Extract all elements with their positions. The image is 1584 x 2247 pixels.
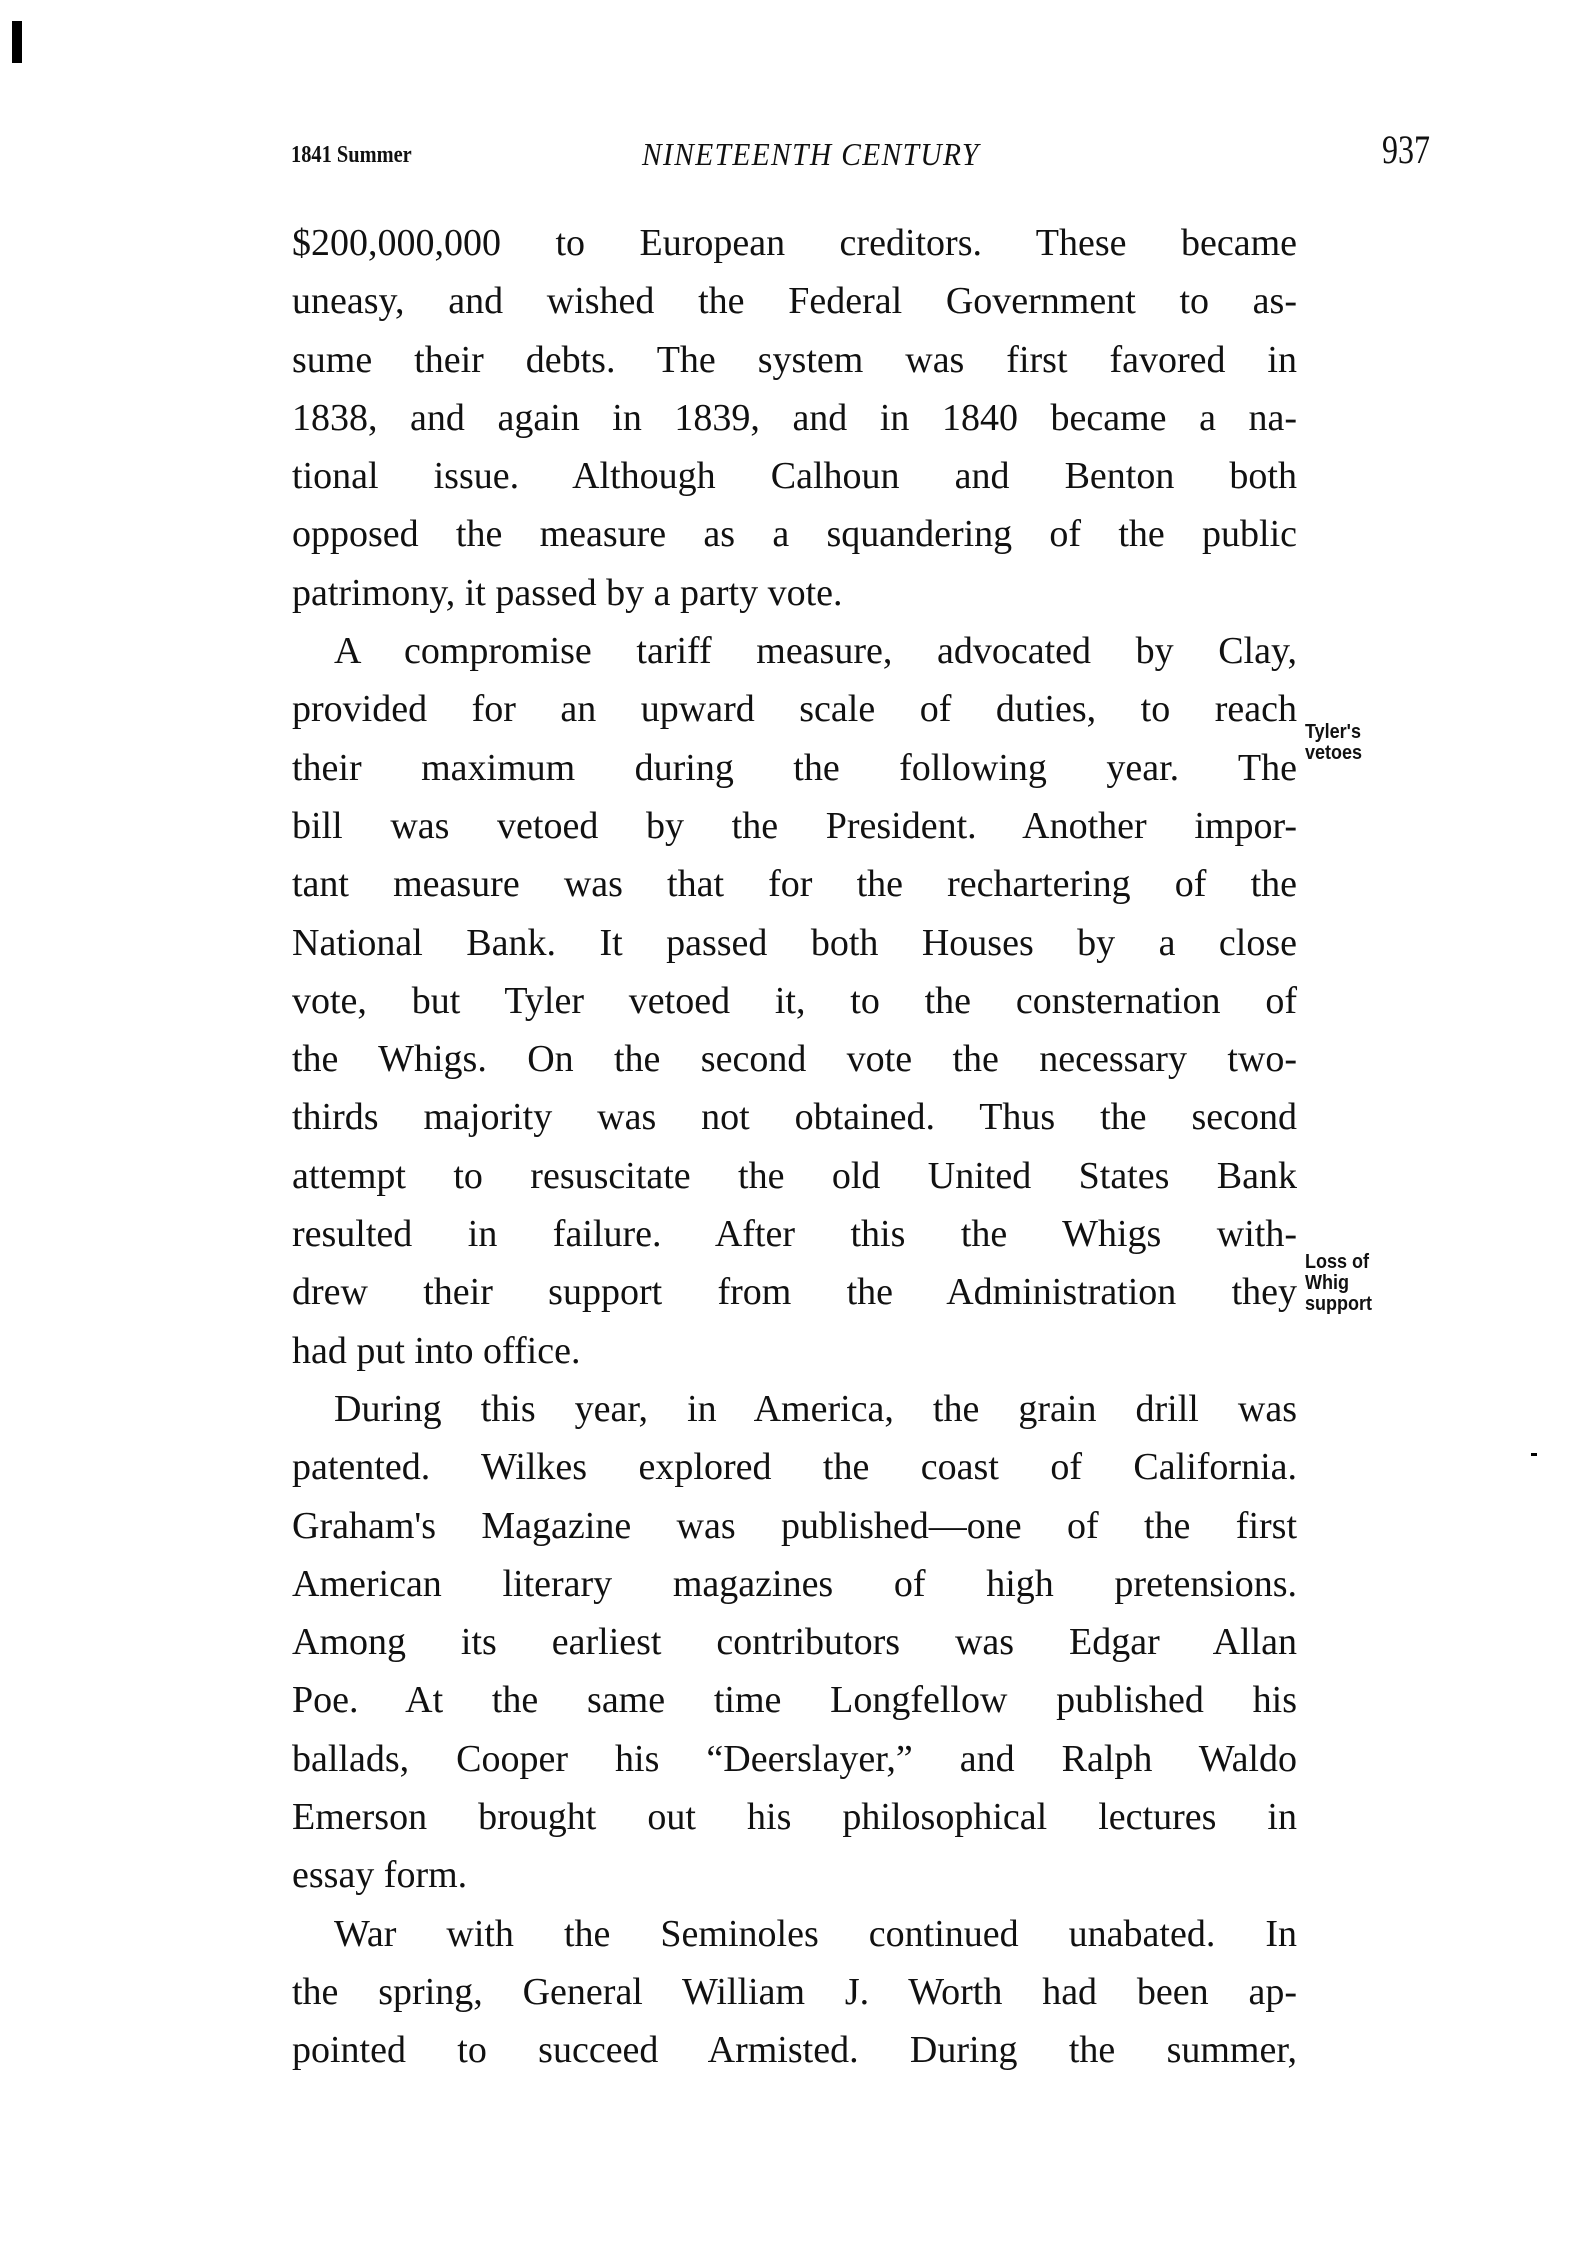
text-line: pointed to succeed Armisted. During the summer, xyxy=(292,2029,1297,2072)
margin-note-line: Whig xyxy=(1305,1272,1349,1294)
running-head-date: 1841 Summer xyxy=(291,142,412,168)
text-line: vote, but Tyler vetoed it, to the consternation of xyxy=(292,979,1297,1022)
text-line: During this year, in America, the grain drill was xyxy=(334,1387,1297,1430)
text-line: sume their debts. The system was first favored in xyxy=(292,338,1297,381)
scan-artifact-speck xyxy=(1531,1453,1537,1456)
text-line: had put into office. xyxy=(292,1329,581,1372)
margin-note-tylers-vetoes xyxy=(1305,722,1362,764)
text-line: Emerson brought out his philosophical lectures in xyxy=(292,1796,1297,1839)
text-line: Poe. At the same time Longfellow published his xyxy=(292,1679,1297,1722)
text-line: provided for an upward scale of duties, to reach xyxy=(292,688,1297,731)
page-number: 937 xyxy=(1382,127,1430,172)
margin-note-line: Loss of xyxy=(1305,1251,1370,1273)
text-line: American literary magazines of high pretensions. xyxy=(292,1562,1297,1605)
text-line: resulted in failure. After this the Whigs with- xyxy=(292,1213,1297,1256)
text-line: their maximum during the following year. The xyxy=(292,746,1297,789)
text-line: patrimony, it passed by a party vote. xyxy=(292,571,843,614)
text-line: opposed the measure as a squandering of the public xyxy=(292,513,1297,556)
margin-note-line: vetoes xyxy=(1305,742,1363,764)
text-line: the spring, General William J. Worth had been ap- xyxy=(292,1970,1297,2013)
text-line: 1838, and again in 1839, and in 1840 became a na- xyxy=(292,396,1297,439)
margin-note-line: Tyler's xyxy=(1305,721,1361,743)
text-line: essay form. xyxy=(292,1854,468,1897)
margin-note-line: support xyxy=(1305,1293,1372,1315)
text-line: tant measure was that for the rechartering of the xyxy=(292,863,1297,906)
body-text xyxy=(292,214,1297,2080)
text-line: patented. Wilkes explored the coast of California. xyxy=(292,1446,1297,1489)
text-line: tional issue. Although Calhoun and Benton both xyxy=(292,455,1297,498)
text-line: drew their support from the Administration they xyxy=(292,1271,1297,1314)
text-line: Graham's Magazine was published—one of the first xyxy=(292,1504,1297,1547)
text-line: attempt to resuscitate the old United States Bank xyxy=(292,1154,1297,1197)
text-line: thirds majority was not obtained. Thus the second xyxy=(292,1096,1297,1139)
text-line: uneasy, and wished the Federal Government to as- xyxy=(292,280,1297,323)
running-head-title: NINETEENTH CENTURY xyxy=(642,136,980,172)
margin-note-loss-of-whig-support xyxy=(1305,1252,1372,1315)
text-line: War with the Seminoles continued unabated. In xyxy=(334,1912,1297,1955)
text-line: $200,000,000 to European creditors. These became xyxy=(292,222,1297,264)
text-line: Among its earliest contributors was Edgar Allan xyxy=(292,1621,1297,1664)
text-line: the Whigs. On the second vote the necessary two- xyxy=(292,1038,1297,1081)
text-line: ballads, Cooper his “Deerslayer,” and Ralph Waldo xyxy=(292,1737,1297,1780)
text-line: A compromise tariff measure, advocated by Clay, xyxy=(334,630,1297,673)
scan-artifact-mark xyxy=(12,21,22,63)
text-line: bill was vetoed by the President. Another impor- xyxy=(292,804,1297,847)
text-line: National Bank. It passed both Houses by a close xyxy=(292,921,1297,964)
running-head xyxy=(0,128,1584,178)
